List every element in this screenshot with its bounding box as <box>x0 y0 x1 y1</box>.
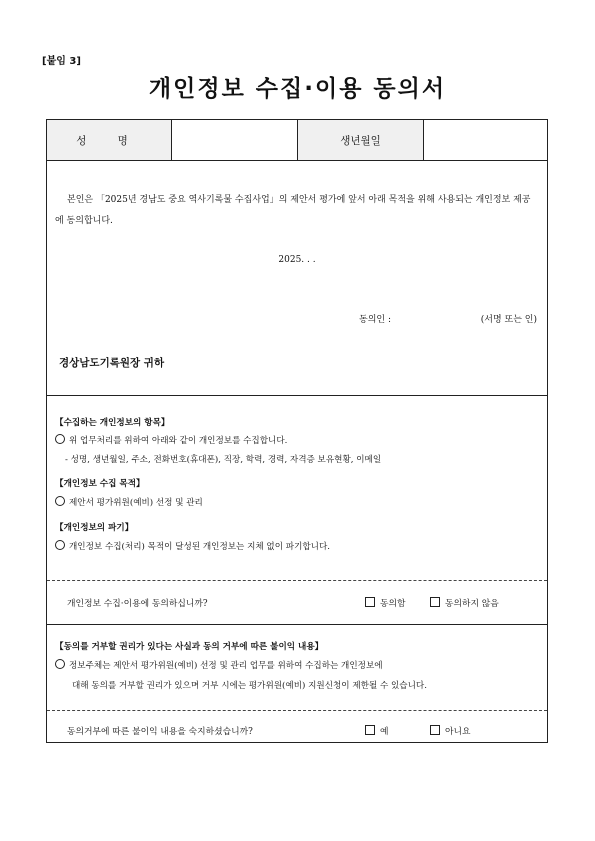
items-line2: - 성명, 생년월일, 주소, 전화번호(휴대폰), 직장, 학력, 경력, 자격증 보유현황, 이메일 <box>65 455 382 465</box>
divider <box>47 710 547 711</box>
items-line1 <box>55 434 539 446</box>
signature-field[interactable]: (서명 또는 인) <box>480 315 537 325</box>
question-refusal-awareness: 동의거부에 따른 불이익 내용을 숙지하셨습니까? <box>67 727 253 737</box>
applicant-header-row <box>47 120 547 161</box>
purpose-line1-text: 제안서 평가위원(예비) 선정 및 관리 <box>69 498 203 508</box>
circle-bullet-icon <box>55 434 65 444</box>
consent-intro: 본인은 「2025년 경남도 중요 역사기록물 수집사업」의 제안서 평가에 앞서 아래 목적을 위해 사용되는 개인정보 제공에 동의합니다. <box>55 195 531 226</box>
checkbox-icon[interactable] <box>365 725 375 735</box>
divider <box>47 624 547 625</box>
refusal-line1-text: 정보주체는 제안서 평가위원(예비) 선정 및 관리 업무를 위하여 수집하는 개인정보에 <box>69 661 383 671</box>
purpose-heading <box>55 477 539 489</box>
destroy-line1-text: 개인정보 수집(처리) 목적이 달성된 개인정보는 지체 없이 파기합니다. <box>69 542 331 552</box>
destroy-heading <box>55 521 539 533</box>
name-label: 성 명 <box>47 120 172 160</box>
circle-bullet-icon <box>55 496 65 506</box>
consent-form <box>46 119 548 743</box>
disagree-checkbox[interactable] <box>430 596 499 609</box>
yes-checkbox[interactable] <box>365 724 389 737</box>
agree-checkbox[interactable] <box>365 596 406 609</box>
disagree-label: 동의하지 않음 <box>445 599 499 609</box>
attachment-label: [붙임 3] <box>42 56 81 67</box>
purpose-line1 <box>55 496 539 508</box>
refusal-heading-text: 【동의를 거부할 권리가 있다는 사실과 동의 거부에 따른 불이익 내용】 <box>55 642 324 652</box>
yes-label: 예 <box>380 727 389 737</box>
consent-statement <box>47 160 547 396</box>
destroy-line1 <box>55 540 539 552</box>
signer-label: 동의인 : <box>359 315 391 325</box>
refusal-heading <box>55 640 539 652</box>
checkbox-icon[interactable] <box>430 725 440 735</box>
refusal-line2: 대해 동의를 거부할 권리가 있으며 거부 시에는 평가위원(예비) 지원신청이 제한될 수 있습니다. <box>72 681 427 691</box>
items-heading-text: 【수집하는 개인정보의 항목】 <box>55 418 170 428</box>
no-label: 아니요 <box>445 727 471 737</box>
consent-date[interactable]: 2025. . . <box>278 255 316 265</box>
birth-label: 생년월일 <box>298 120 424 160</box>
purpose-heading-text: 【개인정보 수집 목적】 <box>55 479 145 489</box>
divider <box>47 580 547 581</box>
agree-label: 동의함 <box>380 599 406 609</box>
no-checkbox[interactable] <box>430 724 471 737</box>
birth-field[interactable] <box>424 120 547 160</box>
destroy-heading-text: 【개인정보의 파기】 <box>55 523 134 533</box>
name-field[interactable] <box>172 120 298 160</box>
document-title: 개인정보 수집·이용 동의서 <box>148 76 447 102</box>
circle-bullet-icon <box>55 540 65 550</box>
checkbox-icon[interactable] <box>430 597 440 607</box>
items-heading <box>55 416 539 428</box>
recipient: 경상남도기록원장 귀하 <box>59 357 165 369</box>
circle-bullet-icon <box>55 659 65 669</box>
refusal-line1 <box>55 659 539 671</box>
items-line1-text: 위 업무처리를 위하여 아래와 같이 개인정보를 수집합니다. <box>69 436 288 446</box>
checkbox-icon[interactable] <box>365 597 375 607</box>
question-collection-consent: 개인정보 수집·이용에 동의하십니까? <box>67 599 208 609</box>
